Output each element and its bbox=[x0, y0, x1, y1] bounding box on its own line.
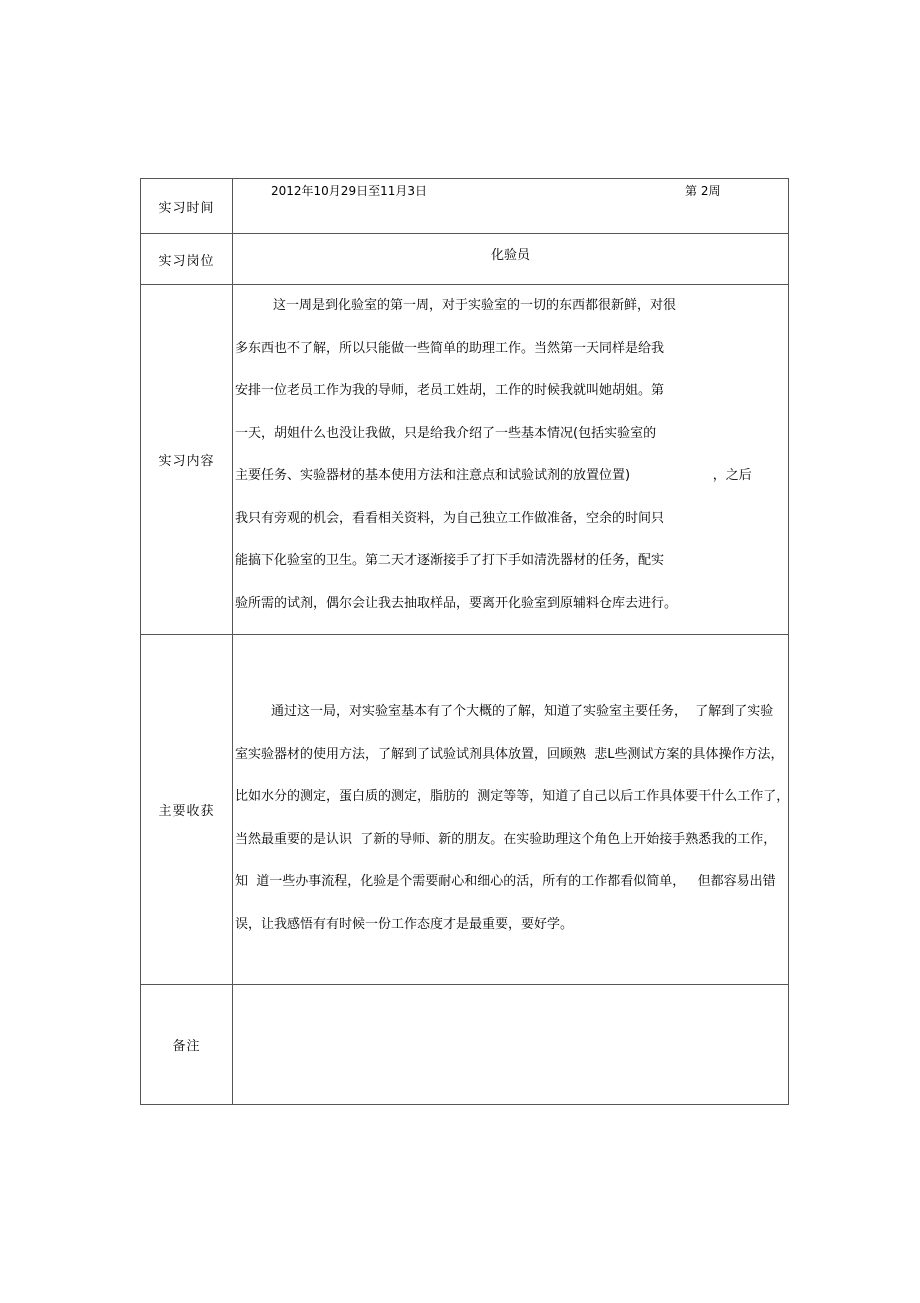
label-internship-time: 实习时间 bbox=[141, 179, 233, 234]
content-line: 主要任务、实验器材的基本使用方法和注意点和试验试剂的放置位置) ，之后 bbox=[235, 468, 752, 483]
content-line: 这一周是到化验室的第一周，对于实验室的一切的东西都很新鲜，对很 bbox=[273, 298, 677, 313]
gain-line: 误，让我感悟有有时候一份工作态度才是最重要，要好学。 bbox=[235, 916, 574, 932]
internship-week-number: 第 2周 bbox=[685, 184, 721, 198]
row-internship-post bbox=[141, 234, 789, 285]
gain-line: 知 道一些办事流程，化验是个需要耐心和细心的活，所有的工作都看似简单， 但都容易出错 bbox=[235, 874, 776, 889]
gain-line: 比如水分的测定，蛋白质的测定，脂肪的 测定等等，知道了自己以后工作具体要干什么工作了， bbox=[235, 789, 790, 804]
content-line: 验所需的试剂，偶尔会让我去抽取样品，要离开化验室到原辅料仓库去进行。 bbox=[235, 595, 678, 611]
label-internship-post: 实习岗位 bbox=[141, 234, 233, 285]
row-internship-time bbox=[141, 179, 789, 234]
label-internship-content: 实习内容 bbox=[141, 285, 233, 635]
row-internship-content bbox=[141, 285, 789, 635]
label-main-gains: 主要收获 bbox=[141, 635, 233, 985]
content-line: 多东西也不了解，所以只能做一些简单的助理工作。当然第一天同样是给我 bbox=[235, 340, 665, 356]
content-line: 一天，胡姐什么也没让我做，只是给我介绍了一些基本情况(包括实验室的 bbox=[235, 425, 657, 441]
content-line: 我只有旁观的机会，看看相关资料，为自己独立工作做准备，空余的时间只 bbox=[235, 510, 665, 526]
row-main-gains bbox=[141, 635, 789, 985]
internship-date-range: 2012年10月29日至11月3日 bbox=[271, 184, 427, 198]
content-line: 安排一位老员工作为我的导师，老员工姓胡，工作的时候我就叫她胡姐。第 bbox=[235, 383, 665, 398]
row-remarks bbox=[141, 985, 789, 1105]
internship-log-table bbox=[140, 178, 789, 1105]
gain-line: 室实验器材的使用方法，了解到了试验试剂具体放置，回顾熟 悲L些测试方案的具体操作方法， bbox=[235, 746, 784, 762]
internship-content-text bbox=[233, 285, 789, 635]
gain-line: 当然最重要的是认识 了新的导师、新的朋友。在实验助理这个角色上开始接手熟悉我的工作， bbox=[235, 831, 777, 847]
remarks-value bbox=[233, 985, 789, 1105]
label-remarks: 备注 bbox=[141, 985, 233, 1105]
gain-line: 通过这一局，对实验室基本有了个大概的了解，知道了实验室主要任务， 了解到了实验 bbox=[271, 704, 774, 719]
cell-internship-time bbox=[233, 179, 789, 234]
content-line: 能搞下化验室的卫生。第二天才逐渐接手了打下手如清洗器材的任务，配实 bbox=[235, 553, 665, 568]
main-gains-text bbox=[233, 635, 789, 985]
internship-post-value: 化验员 bbox=[233, 234, 789, 285]
